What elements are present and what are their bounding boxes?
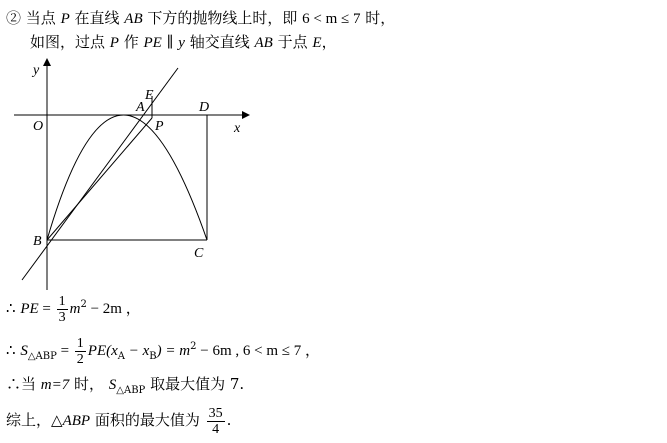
label-o: O: [33, 119, 44, 134]
fraction-one-half: $\frac{1}{2}$: [76, 335, 84, 367]
solution-line-3: ∴当 m=7 时， $S_{\triangle ABP}$ 取最大值为 7.: [6, 375, 245, 396]
solution-line-2: ∴ $S_{\triangle ABP}$ = $\frac{1}{2}$ $PE(x_A - x_B) = m^2 - 6m$ , 6 < m ≤ 7 ，: [6, 335, 320, 367]
line-bp: [47, 118, 152, 240]
label-p: P: [155, 119, 164, 134]
fraction-max-area: $\frac{35}{4}$: [208, 405, 223, 437]
parabola-curve: [47, 115, 207, 240]
label-a: A: [136, 100, 145, 115]
label-b: B: [33, 234, 42, 249]
fraction-one-third: $\frac{1}{3}$: [58, 293, 66, 325]
label-y: y: [33, 63, 40, 78]
label-d: D: [199, 100, 210, 115]
label-x: x: [234, 121, 241, 136]
solution-line-4: 综上，△ABP 面积的最大值为 $\frac{35}{4}$ .: [6, 405, 232, 437]
label-c: C: [194, 246, 204, 261]
solution-line-1: ∴ PE = $\frac{1}{3}$ $m^2 - 2m$ ，: [6, 293, 141, 325]
circled-marker: ②: [6, 9, 22, 27]
condition-range: 6 < m ≤ 7: [302, 11, 361, 27]
intro-line-2: 如图，过点 P 作 PE ∥ y 轴交直线 AB 于点 E，: [30, 33, 337, 51]
label-e: E: [145, 88, 154, 103]
intro-line-1: ② 当点 P 在直线 AB 下方的抛物线上时，即 6 < m ≤ 7 时，: [6, 9, 396, 27]
line-ab: [22, 68, 178, 280]
